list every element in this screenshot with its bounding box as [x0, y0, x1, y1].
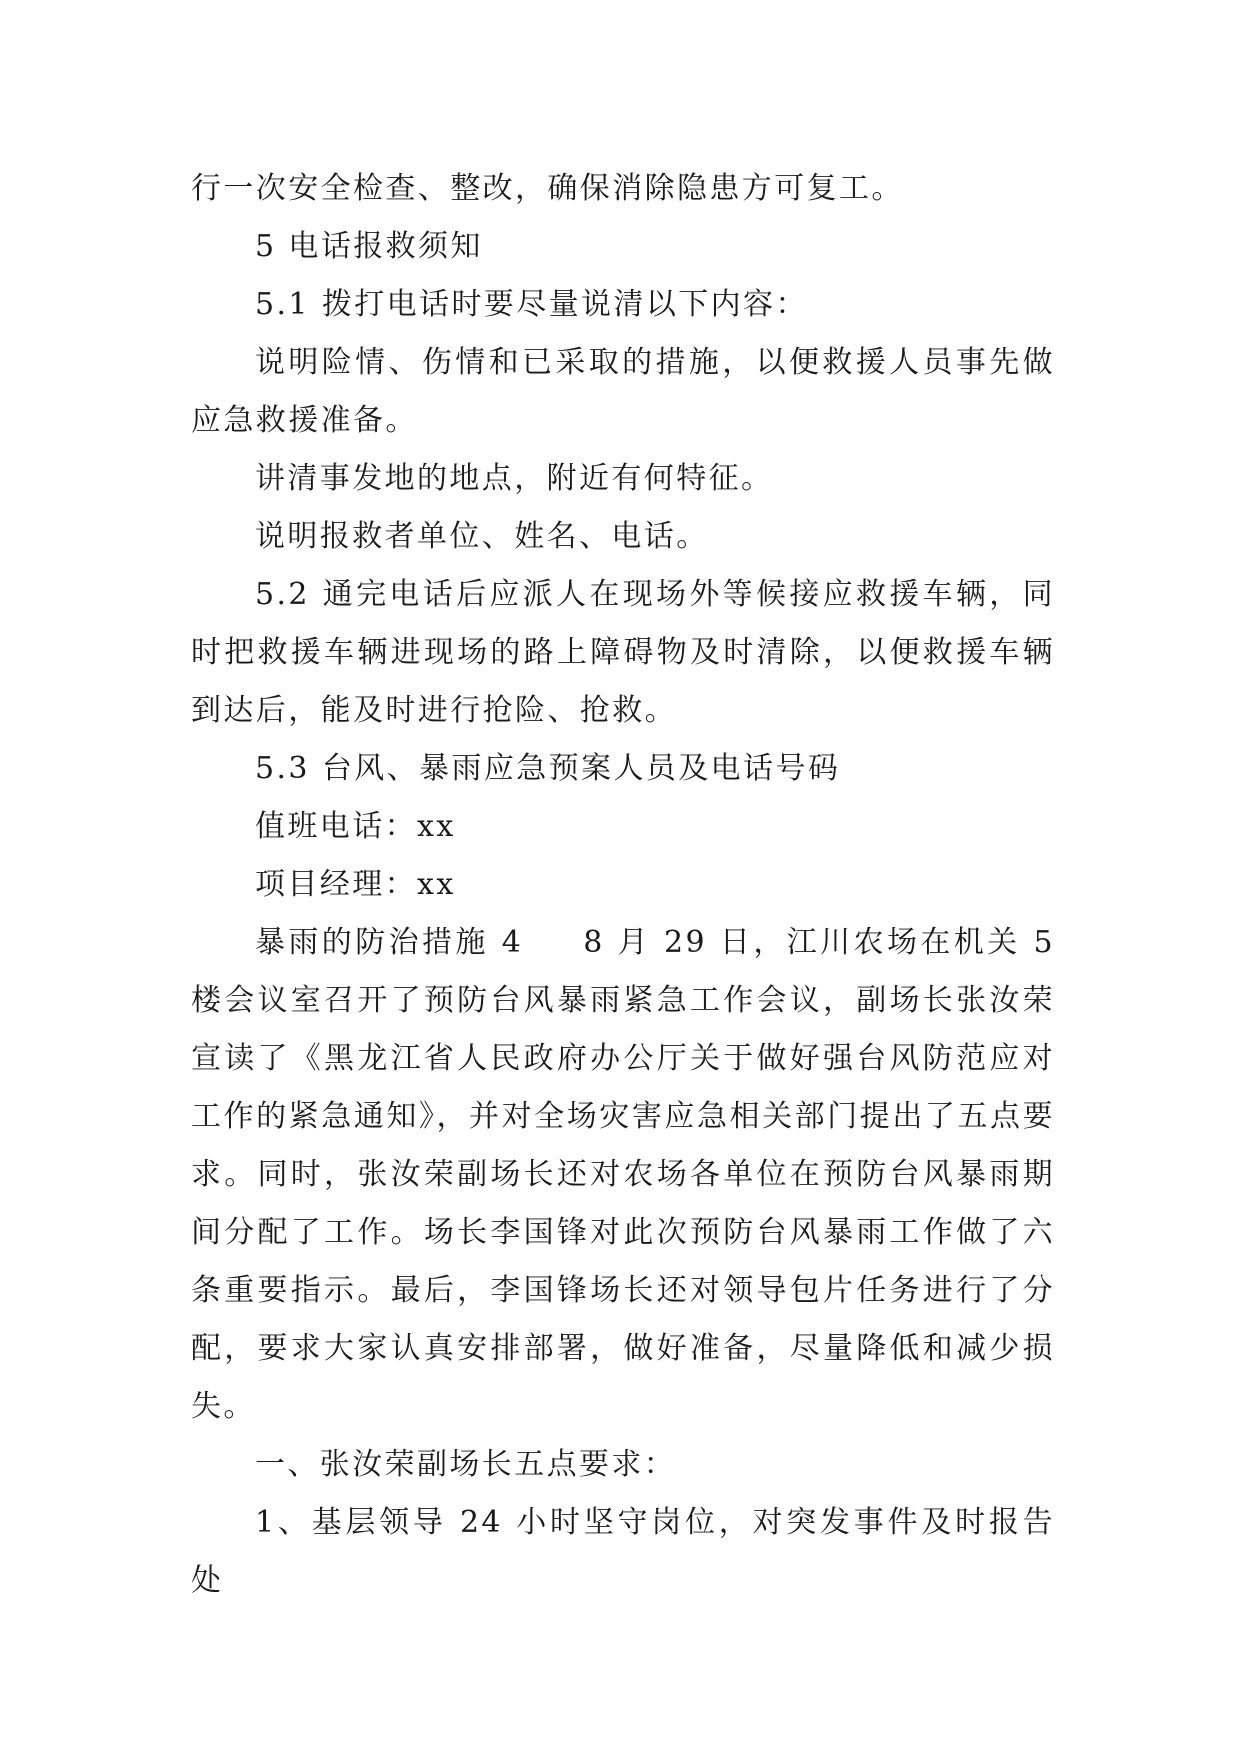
document-body [191, 160, 1055, 1610]
project-manager-line: 项目经理：xx [255, 867, 456, 902]
list-item: 1、基层领导 24 小时坚守岗位，对突发事件及时报告处 [191, 1505, 1055, 1598]
paragraph: 说明险情、伤情和已采取的措施，以便救援人员事先做应急救援准备。 [191, 345, 1055, 438]
duty-phone-line: 值班电话：xx [255, 809, 456, 844]
section-heading: 5 电话报救须知 [255, 229, 483, 264]
list-heading: 一、张汝荣副场长五点要求： [255, 1447, 677, 1482]
paragraph: 5.2 通完电话后应派人在现场外等候接应救援车辆，同时把救援车辆进现场的路上障碍物及时清除，以便救援车辆到达后，能及时进行抢险、抢救。 [191, 577, 1055, 728]
paragraph: 行一次安全检查、整改，确保消除隐患方可复工。 [191, 171, 904, 206]
section4-heading: 暴雨的防治措施 4 [255, 925, 524, 960]
subsection-heading: 5.3 台风、暴雨应急预案人员及电话号码 [255, 751, 841, 786]
section4-body: 8 月 29 日，江川农场在机关 5 楼会议室召开了预防台风暴雨紧急工作会议，副场长张汝荣宣读了《黑龙江省人民政府办公厅关于做好强台风防范应对工作的紧急通知》，并对全场灾害应急相关部门提出了五点要求。同时，张汝荣副场长还对农场各单位在预防台风暴雨期间分配了工作。场长李国锋对此次预防台风暴雨工作做了六条重要指示。最后，李国锋场长还对领导包片任务进行了分配，要求大家认真安排部署，做好准备，尽量降低和减少损失。 [191, 925, 1055, 1424]
section4-paragraph [191, 914, 1055, 1436]
paragraph: 讲清事发地的地点，附近有何特征。 [255, 461, 774, 496]
subsection-heading: 5.1 拨打电话时要尽量说清以下内容： [255, 287, 808, 322]
paragraph: 说明报救者单位、姓名、电话。 [255, 519, 709, 554]
